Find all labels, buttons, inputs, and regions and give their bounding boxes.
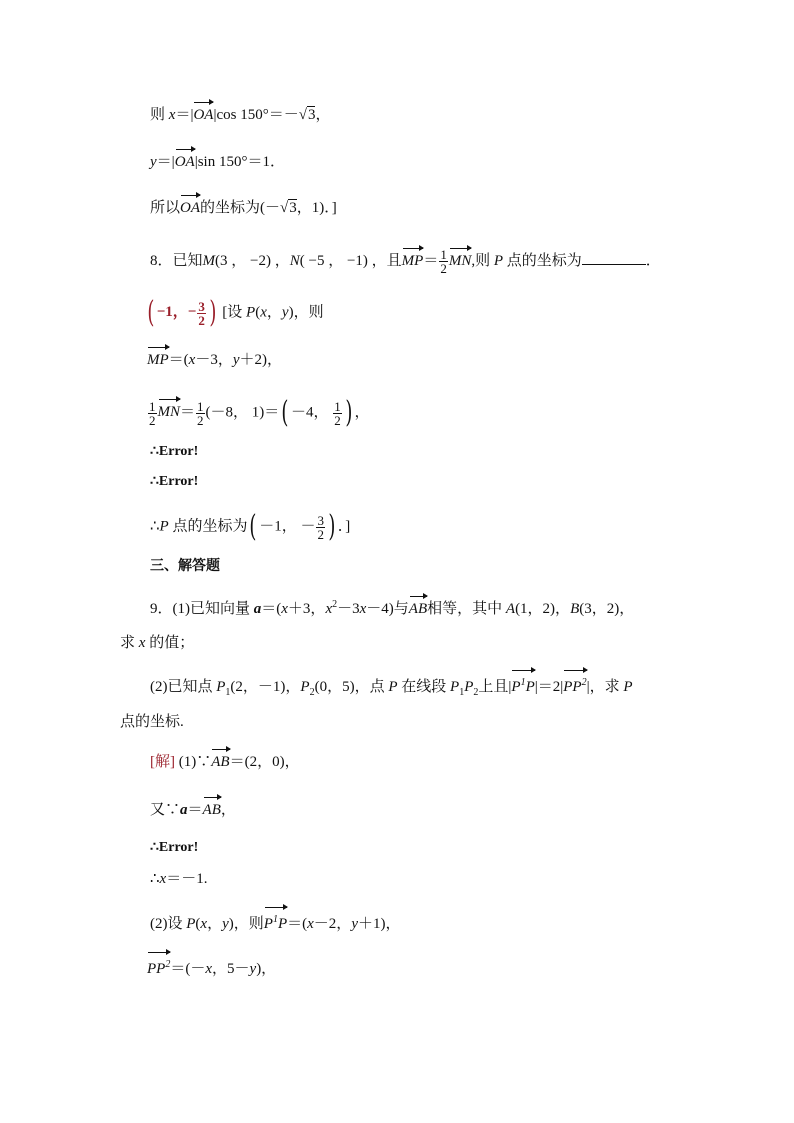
numerator: 1 (197, 398, 204, 414)
solution-line-y (150, 152, 285, 172)
vector-oa: OA (180, 200, 201, 216)
text: 上且| (478, 679, 512, 695)
text: (3 ， −2) ， (215, 252, 290, 269)
text: ＝( (168, 352, 189, 368)
step-half-mn (147, 395, 370, 430)
vector-a: a (253, 601, 262, 617)
point-b: B (570, 601, 580, 617)
solution-part2 (150, 910, 400, 934)
text: 所以 (150, 200, 181, 216)
text: ＝－1. (166, 871, 208, 887)
point-p2: P (300, 679, 310, 695)
superscript: 2 (581, 677, 587, 688)
question-9-part2-cont: 点的坐标. (120, 714, 184, 730)
solution-line-x: 则 x＝|OA|cos 150°＝－√3， (150, 107, 331, 123)
text: ＝| (156, 154, 175, 170)
vector-p1p (264, 910, 287, 934)
text: ,则 (471, 252, 494, 269)
text: ＋3， (287, 601, 326, 617)
denominator: 2 (317, 526, 324, 542)
superscript: 1 (520, 677, 526, 688)
var-x: x (188, 352, 196, 368)
answer-8 (145, 295, 324, 330)
var-x: x (281, 601, 288, 617)
vector-a: a (180, 802, 188, 818)
var-x: x (325, 601, 333, 617)
numerator: 1 (334, 398, 341, 414)
text: P (263, 916, 273, 932)
error-line-2: ∴Error! (150, 474, 199, 489)
answer-value (145, 295, 219, 330)
text: ＝(－ (170, 961, 206, 977)
vector-ab: AB (202, 802, 221, 818)
var-y: y (351, 916, 358, 932)
text: PP (563, 679, 582, 695)
subscript: 2 (473, 687, 479, 698)
var-x: x (359, 601, 367, 617)
point-p: P (388, 679, 398, 695)
text: ， (207, 916, 223, 932)
left-paren: ( (281, 395, 289, 430)
text: ， (354, 404, 370, 421)
var-x: x (159, 871, 167, 887)
text: ＝ (187, 802, 203, 818)
point-a: A (505, 601, 516, 617)
denominator: 2 (440, 261, 447, 276)
text: 8．已知 (150, 252, 203, 269)
text: P (511, 679, 521, 695)
right-paren: ) (345, 395, 353, 430)
vector-ab: AB (408, 601, 428, 617)
text: ( (195, 916, 201, 932)
text: ，5－ (212, 961, 250, 977)
text: ＝( (287, 916, 308, 932)
point-p: P (246, 304, 256, 321)
text: |＝2| (534, 679, 564, 695)
text: P (277, 916, 288, 932)
numerator: 3 (317, 512, 324, 528)
text: ( (255, 304, 261, 321)
section-heading: 三、解答题 (150, 558, 220, 574)
solution-start (150, 752, 300, 772)
question-9-part1-cont (120, 633, 194, 653)
text: ，1)．] (296, 200, 337, 216)
text: －4)与 (366, 601, 409, 617)
left-paren: ( (249, 509, 257, 544)
vector-pp2 (563, 673, 586, 697)
var-y: y (232, 352, 240, 368)
var-x: x (205, 961, 212, 977)
answer-blank (582, 250, 646, 265)
point-n: N (289, 252, 300, 269)
vector-pp2 (147, 955, 170, 979)
fraction-three-halves (197, 300, 206, 327)
text: ＝( (261, 601, 282, 617)
var-x: x (168, 107, 176, 123)
vector-ab: AB (211, 754, 230, 770)
sqrt-3: 3 (307, 107, 316, 123)
text: 点的坐标为 (168, 518, 248, 535)
text: ．] (337, 518, 351, 535)
numerator: 1 (149, 398, 156, 414)
point-p: P (623, 679, 633, 695)
text: )，则 (288, 304, 324, 321)
point-p1: P (216, 679, 226, 695)
fraction-half (439, 248, 448, 275)
solution-x-value (150, 869, 207, 889)
fraction-three-halves (316, 514, 325, 541)
var-x: x (307, 916, 314, 932)
subscript: 1 (225, 687, 231, 698)
superscript: 1 (272, 914, 278, 925)
var-y: y (222, 916, 229, 932)
text: ． (645, 252, 661, 269)
text: 求 (120, 635, 139, 651)
text: －1， － (259, 518, 316, 535)
text: [设 (218, 304, 247, 321)
vector-oa: OA (193, 107, 214, 123)
step-mp (147, 350, 282, 370)
text: 点的坐标为 (503, 252, 582, 269)
text: PP (147, 961, 166, 977)
solution-tag: [解] (150, 754, 175, 770)
solution-pp2 (147, 955, 276, 979)
question-8 (150, 248, 661, 275)
error-line-3: ∴Error! (150, 840, 199, 855)
subscript: 1 (459, 687, 465, 698)
text: 相等，其中 (427, 601, 506, 617)
right-paren: ) (328, 509, 336, 544)
vector-p1p (511, 673, 534, 697)
text: ＝| (175, 107, 194, 123)
var-y: y (281, 304, 289, 321)
solution-line-oa: 所以OA的坐标为(－√3，1)．] (150, 200, 337, 216)
right-paren: ) (209, 295, 217, 330)
text: 的值； (145, 635, 195, 651)
text: (2，－1)， (230, 679, 301, 695)
question-9-part1 (150, 595, 634, 619)
text: |，求 (586, 679, 624, 695)
denominator: 2 (198, 312, 205, 328)
exponent: 2 (332, 599, 338, 610)
numerator: 1 (440, 247, 447, 262)
fraction-half (333, 400, 342, 427)
fraction-half (148, 400, 157, 427)
text: ∴ (150, 518, 160, 535)
text: －2， (313, 916, 352, 932)
text: －3， (195, 352, 233, 368)
superscript: 2 (165, 959, 171, 970)
text: P (525, 679, 535, 695)
text: 则 (150, 107, 169, 123)
text: ＝(2，0)， (229, 754, 300, 770)
text: ( −5 ， −1) ，且 (299, 252, 402, 269)
text: ， (315, 107, 331, 123)
vector-mp: MP (401, 252, 424, 269)
text: ＝ (423, 252, 439, 269)
subscript: 2 (309, 687, 315, 698)
text: 的坐标为(－ (200, 200, 281, 216)
text: －4， (290, 404, 333, 421)
text: (2)设 (150, 916, 187, 932)
denominator: 2 (149, 412, 156, 428)
text: 在线段 (397, 679, 451, 695)
text: ∴ (150, 871, 160, 887)
text: )，则 (228, 916, 264, 932)
text: )， (256, 961, 277, 977)
var-x: x (200, 916, 208, 932)
text: (0，5)，点 (314, 679, 389, 695)
sqrt-3: 3 (289, 200, 297, 216)
text: 又∵ (150, 802, 181, 818)
point-p1: P (450, 679, 460, 695)
var-x: x (138, 635, 146, 651)
text: ， (220, 802, 236, 818)
text: ＝ (180, 404, 196, 421)
error-line-1: ∴Error! (150, 444, 199, 459)
step-p-coord (150, 509, 351, 544)
denominator: 2 (197, 412, 204, 428)
point-p2: P (464, 679, 474, 695)
text: ＋2)， (239, 352, 283, 368)
fraction-half (196, 400, 205, 427)
vector-mn: MN (157, 404, 180, 421)
point-p: P (493, 252, 504, 269)
var-y: y (249, 961, 257, 977)
text: (－8， 1)＝ (205, 404, 280, 421)
var-x: x (260, 304, 267, 321)
text: (1)∵ (175, 754, 212, 770)
left-paren: ( (147, 295, 155, 330)
text: |sin 150°＝1． (194, 154, 285, 170)
numerator: 3 (198, 298, 205, 314)
vector-oa: OA (174, 154, 195, 170)
vector-mn: MN (448, 252, 472, 269)
text: −1，− (156, 304, 197, 321)
var-y: y (150, 154, 157, 170)
point-p: P (159, 518, 169, 535)
text: ， (266, 304, 282, 321)
vector-mp: MP (147, 352, 169, 368)
text: 9．(1)已知向量 (150, 601, 254, 617)
point-m: M (202, 252, 216, 269)
text: (1，2)， (515, 601, 571, 617)
point-p: P (186, 916, 196, 932)
text: |cos 150°＝－ (213, 107, 299, 123)
text: －3 (337, 601, 360, 617)
text: ＋1)， (357, 916, 401, 932)
text: (3，2)， (579, 601, 635, 617)
text: (2)已知点 (150, 679, 217, 695)
question-9-part2 (150, 673, 633, 703)
denominator: 2 (334, 412, 341, 428)
solution-a-equals-ab (150, 800, 236, 820)
